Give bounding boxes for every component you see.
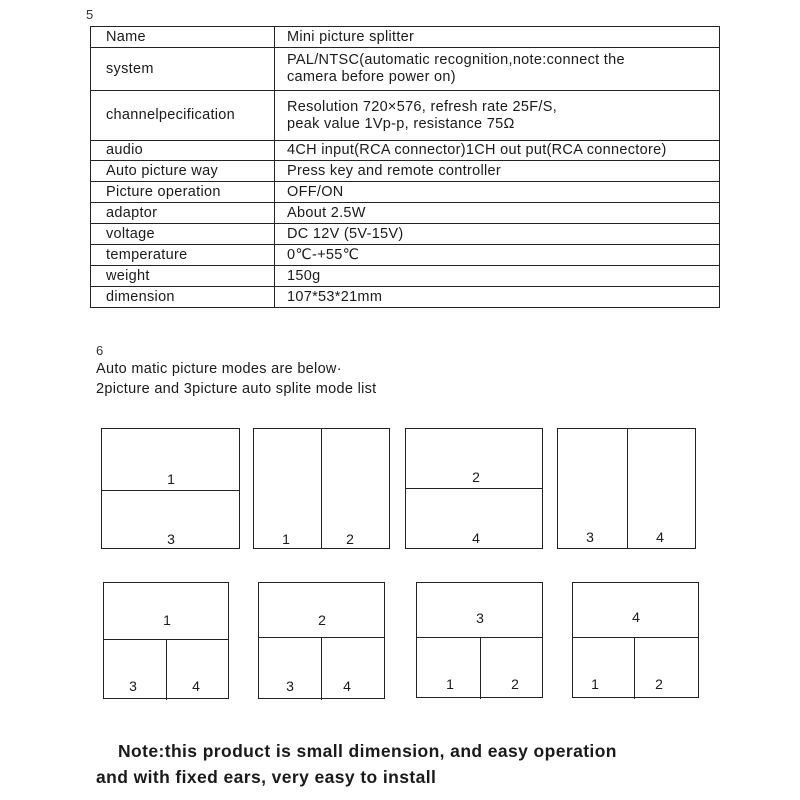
spec-value: PAL/NTSC(automatic recognition,note:connect the camera before power on) [275, 48, 720, 91]
pane-divider [634, 638, 635, 699]
pane-label: 1 [167, 471, 175, 487]
modes-intro-line: Auto matic picture modes are below· [96, 361, 342, 377]
pane-label: 2 [318, 612, 326, 628]
spec-value: 150g [275, 266, 720, 287]
modes-subtitle: 2picture and 3picture auto splite mode list [96, 381, 377, 397]
section-5-number: 5 [86, 7, 94, 22]
spec-key: audio [91, 141, 275, 161]
three-picture-mode-4 [572, 582, 699, 698]
spec-row-audio [91, 141, 720, 161]
spec-value: Resolution 720×576, refresh rate 25F/S, peak value 1Vp-p, resistance 75Ω [275, 91, 720, 141]
two-picture-mode-4 [557, 428, 696, 549]
pane-label: 4 [343, 678, 351, 694]
top-pane [259, 583, 384, 638]
spec-row-name [91, 27, 720, 48]
spec-key: channelpecification [91, 91, 275, 141]
two-picture-mode-2 [253, 428, 390, 549]
spec-value: About 2.5W [275, 203, 720, 224]
spec-key: dimension [91, 287, 275, 308]
two-picture-mode-1 [101, 428, 240, 549]
spec-key: system [91, 48, 275, 91]
spec-key: weight [91, 266, 275, 287]
spec-value: OFF/ON [275, 182, 720, 203]
spec-key: Auto picture way [91, 161, 275, 182]
spec-key: adaptor [91, 203, 275, 224]
pane-divider [321, 638, 322, 700]
pane-label: 2 [346, 531, 354, 547]
pane-label: 4 [192, 678, 200, 694]
spec-row-system [91, 48, 720, 91]
spec-key: Picture operation [91, 182, 275, 203]
spec-row-channel [91, 91, 720, 141]
spec-value: 0℃-+55℃ [275, 245, 720, 266]
pane-label: 1 [163, 612, 171, 628]
pane-label: 3 [586, 529, 594, 545]
spec-key: temperature [91, 245, 275, 266]
spec-value: Press key and remote controller [275, 161, 720, 182]
pane-label: 1 [446, 676, 454, 692]
pane-label: 4 [472, 530, 480, 546]
spec-value: 4CH input(RCA connector)1CH out put(RCA connectore) [275, 141, 720, 161]
section-6-number: 6 [96, 343, 104, 358]
three-picture-mode-1 [103, 582, 229, 699]
spec-table [90, 26, 720, 308]
spec-value: 107*53*21mm [275, 287, 720, 308]
spec-row-temperature [91, 245, 720, 266]
pane-label: 3 [476, 610, 484, 626]
note-line-2: and with fixed ears, very easy to install [96, 767, 437, 787]
spec-row-dimension [91, 287, 720, 308]
spec-row-auto-picture-way [91, 161, 720, 182]
pane-label: 3 [167, 531, 175, 547]
pane-label: 2 [472, 469, 480, 485]
pane-label: 2 [511, 676, 519, 692]
pane-label: 3 [129, 678, 137, 694]
pane-label: 2 [655, 676, 663, 692]
three-picture-mode-3 [416, 582, 543, 698]
pane-label: 1 [591, 676, 599, 692]
spec-row-picture-operation [91, 182, 720, 203]
spec-key: voltage [91, 224, 275, 245]
pane-divider [166, 640, 167, 700]
spec-value: Mini picture splitter [275, 27, 720, 48]
two-picture-mode-3 [405, 428, 543, 549]
spec-row-adaptor [91, 203, 720, 224]
pane-label: 4 [632, 609, 640, 625]
pane-label: 3 [286, 678, 294, 694]
pane-label: 1 [282, 531, 290, 547]
pane-divider [480, 638, 481, 699]
pane-label: 4 [656, 529, 664, 545]
spec-key: Name [91, 27, 275, 48]
spec-row-weight [91, 266, 720, 287]
spec-value: DC 12V (5V-15V) [275, 224, 720, 245]
note-line-1: Note:this product is small dimension, and easy operation [118, 741, 617, 761]
spec-row-voltage [91, 224, 720, 245]
three-picture-mode-2 [258, 582, 385, 699]
